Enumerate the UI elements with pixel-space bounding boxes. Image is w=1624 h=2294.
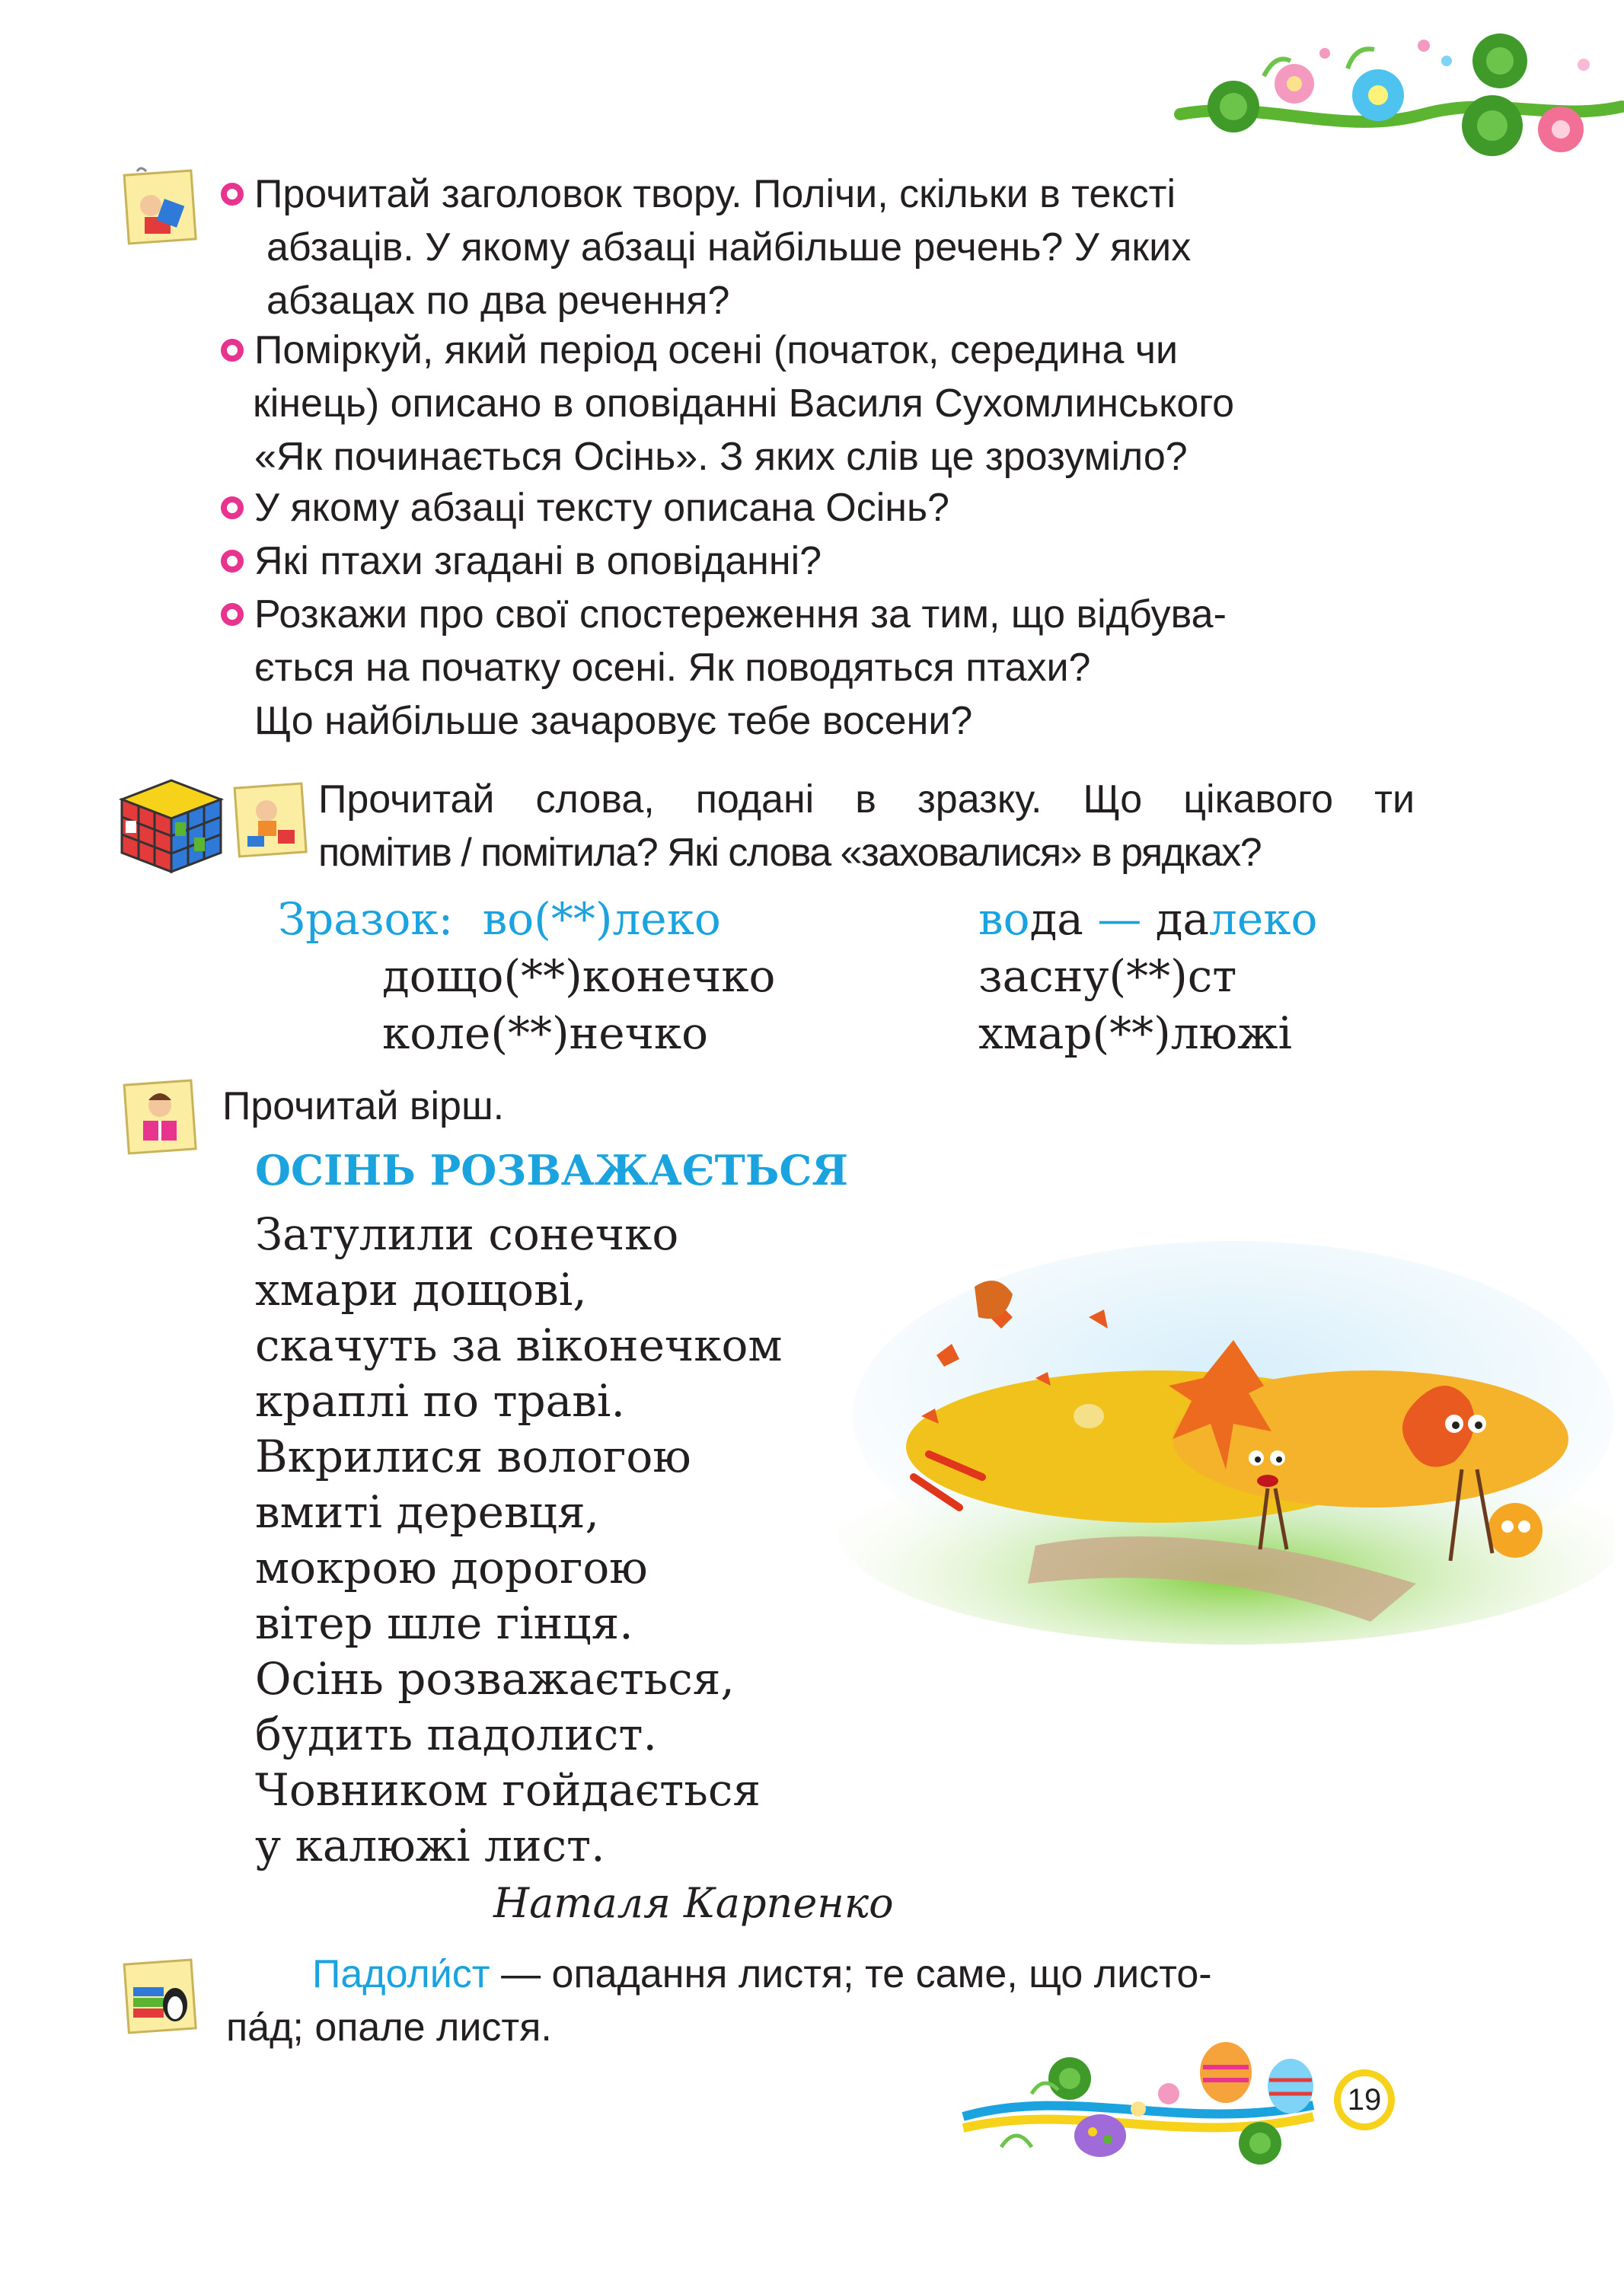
poem-line: Вкрилися вологою bbox=[255, 1431, 691, 1482]
flower-branch-decoration bbox=[1173, 23, 1624, 175]
builder-child-icon bbox=[232, 777, 308, 860]
hidden-word: хмар(**)люжі bbox=[978, 1007, 1293, 1059]
task-item-3 bbox=[221, 481, 949, 534]
bullet-icon bbox=[221, 603, 244, 626]
task-item-4 bbox=[221, 534, 822, 588]
task-text: У якому абзаці тексту описана Осінь? bbox=[254, 486, 949, 530]
words-task bbox=[318, 773, 1415, 879]
bullet-icon bbox=[221, 550, 244, 573]
poem-line: будить падолист. bbox=[255, 1709, 657, 1760]
poem-line: краплі по траві. bbox=[255, 1375, 625, 1427]
hidden-word: коле(**)нечко bbox=[382, 1007, 709, 1059]
autumn-leaves-illustration bbox=[838, 1226, 1614, 1652]
poem-line: вітер шле гінця. bbox=[255, 1597, 633, 1649]
reading-child-icon bbox=[122, 1074, 198, 1157]
sample-word: во(**)леко bbox=[482, 893, 721, 945]
task-text: Прочитай заголовок твору. Полічи, скільки в тексті bbox=[254, 172, 1176, 216]
poem-line: Затулили сонечко bbox=[255, 1208, 679, 1260]
page-number: 19 bbox=[1347, 2082, 1382, 2117]
sample-line bbox=[278, 891, 721, 947]
task-text: абзаців. У якому абзаці найбільше речень? У яких bbox=[266, 225, 1192, 270]
poem-title: ОСІНЬ РОЗВАЖАЄТЬСЯ bbox=[255, 1146, 848, 1195]
glossary-definition: — опадання листя; те саме, що листо- bbox=[490, 1952, 1212, 1996]
bullet-icon bbox=[221, 496, 244, 519]
poem-line: Човником гойдається bbox=[255, 1764, 761, 1816]
poem-body bbox=[255, 1207, 783, 1874]
poem-line: вмиті деревця, bbox=[255, 1486, 599, 1538]
rubik-cube-icon bbox=[118, 777, 225, 876]
sample-answer: вода — далеко bbox=[978, 893, 1318, 945]
poem-line: Осінь розважається, bbox=[255, 1653, 735, 1705]
task-text: абзацах по два речення? bbox=[266, 279, 730, 323]
poem-line: мокрою дорогою bbox=[255, 1542, 648, 1594]
bullet-icon bbox=[221, 183, 244, 206]
task-text: ється на початку осені. Як поводяться птахи? bbox=[254, 646, 1091, 690]
hidden-word: дощо(**)конечко bbox=[382, 950, 776, 1002]
glossary-line-2: па́д; опале листя. bbox=[226, 2005, 552, 2050]
read-book-icon bbox=[122, 164, 198, 247]
bullet-icon bbox=[221, 339, 244, 362]
task-text: Що найбільше зачаровує тебе восени? bbox=[254, 699, 973, 743]
penguin-books-icon bbox=[122, 1953, 198, 2037]
task-item-5 bbox=[221, 588, 1227, 748]
task-text: Розкажи про свої спостереження за тим, що відбува- bbox=[254, 592, 1227, 637]
task-text: «Як починається Осінь». З яких слів це зрозуміло? bbox=[254, 435, 1188, 479]
words-task-line: помітив / помітила? Які слова «заховалися» в рядках? bbox=[318, 831, 1262, 875]
task-text: Які птахи згадані в оповіданні? bbox=[254, 539, 822, 583]
poem-line: хмари дощові, bbox=[255, 1264, 587, 1316]
sample-label: Зразок: bbox=[278, 893, 454, 945]
poem-line: скачуть за віконечком bbox=[255, 1319, 783, 1371]
poem-instruction: Прочитай вірш. bbox=[222, 1084, 505, 1128]
task-text: Поміркуй, який період осені (початок, середина чи bbox=[254, 328, 1179, 372]
hidden-word: засну(**)ст bbox=[978, 950, 1237, 1002]
poem-line: у калюжі лист. bbox=[255, 1820, 605, 1871]
words-task-line: Прочитай слова, подані в зразку. Що цікавого ти bbox=[318, 777, 1415, 822]
task-item-2 bbox=[221, 324, 1234, 483]
page-number-badge bbox=[1334, 2069, 1395, 2130]
task-text: кінець) описано в оповіданні Василя Сухомлинського bbox=[253, 381, 1235, 426]
poem-author: Наталя Карпенко bbox=[493, 1879, 894, 1927]
glossary-term: Падоли́ст bbox=[312, 1952, 490, 1996]
task-item-1 bbox=[221, 168, 1191, 327]
glossary-line-1 bbox=[312, 1948, 1212, 2001]
